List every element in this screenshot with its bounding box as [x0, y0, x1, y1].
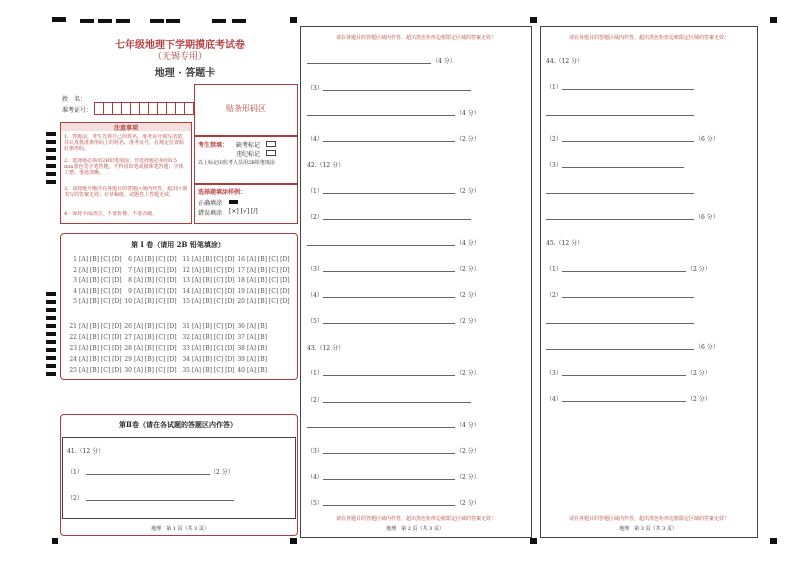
- score-label: （2 分）: [687, 266, 711, 273]
- choice-bubbles[interactable]: [A] [B] [C] [D]: [79, 256, 122, 263]
- answer-line[interactable]: [323, 375, 455, 376]
- choice-row[interactable]: [68, 367, 122, 374]
- choice-row[interactable]: [236, 256, 290, 263]
- sub-question-label: （3）: [307, 266, 323, 273]
- timing-mark: [290, 538, 297, 544]
- answer-line[interactable]: [307, 115, 455, 116]
- choice-bubbles[interactable]: [A] [B] [C] [D]: [192, 345, 235, 352]
- sub-question-label: （3）: [307, 85, 323, 92]
- question-number: 20: [237, 298, 245, 305]
- timing-mark: [212, 19, 226, 23]
- score-label: （2 分）: [456, 292, 480, 299]
- choice-bubbles[interactable]: [A] [B]: [247, 356, 268, 363]
- answer-line[interactable]: [562, 401, 686, 402]
- answer-frame-3: [540, 26, 758, 538]
- choice-bubbles[interactable]: [A] [B] [C] [D]: [134, 334, 177, 341]
- question-header: 44.（12 分）: [546, 58, 584, 65]
- choice-row[interactable]: [181, 345, 235, 352]
- id-label: 准考证号：: [62, 107, 93, 114]
- choice-row[interactable]: [236, 356, 267, 363]
- answer-line[interactable]: [562, 167, 684, 168]
- sub-question-label: （4）: [307, 292, 323, 299]
- answer-line[interactable]: [323, 453, 455, 454]
- choice-bubbles[interactable]: [A] [B] [C] [D]: [79, 287, 122, 295]
- answer-line[interactable]: [323, 141, 455, 142]
- question-number: 2: [73, 266, 77, 274]
- choice-row[interactable]: [181, 334, 235, 341]
- question-number: 18: [237, 277, 245, 284]
- name-label: 姓 名：: [62, 96, 87, 103]
- choice-bubbles[interactable]: [A] [B] [C] [D]: [192, 367, 235, 374]
- choice-row[interactable]: [68, 356, 122, 363]
- score-label: （2 分）: [456, 266, 480, 273]
- sub-question-label: （3）: [546, 370, 562, 377]
- answer-line[interactable]: [546, 349, 694, 350]
- timing-mark: [290, 17, 297, 23]
- choice-row[interactable]: [68, 256, 122, 263]
- sub-question-label: （1）: [546, 266, 562, 273]
- choice-row[interactable]: [123, 356, 177, 363]
- answer-line[interactable]: [562, 89, 694, 90]
- sub-question-label: （1）: [307, 188, 323, 195]
- warning-bottom-3: 请在各题目的答题区域内作答，超出黑色矩形边框限定区域的答案无效！: [568, 516, 729, 522]
- sub-question-label: （3）: [307, 448, 323, 455]
- timing-mark: [46, 364, 56, 368]
- answer-line[interactable]: [323, 297, 455, 298]
- warning-top-3: 请在各题目的答题区域内作答，超出黑色矩形边框限定区域的答案无效！: [568, 35, 729, 41]
- choice-bubbles[interactable]: [A] [B] [C] [D]: [247, 277, 290, 284]
- choice-row[interactable]: [236, 277, 290, 284]
- choice-row[interactable]: [123, 323, 177, 330]
- notes-item: 3．请按题号顺序在各题目的答题区域内作答，超出区域书写的答案无效；在草稿纸、试题卷上答题无效。: [64, 186, 188, 198]
- timing-mark: [166, 19, 180, 23]
- answer-line[interactable]: [323, 479, 455, 480]
- answer-line[interactable]: [323, 271, 455, 272]
- choice-row[interactable]: [68, 288, 122, 295]
- answer-line[interactable]: [307, 63, 431, 64]
- choice-row[interactable]: [236, 345, 267, 352]
- answer-line[interactable]: [562, 141, 694, 142]
- answer-line[interactable]: [323, 193, 455, 194]
- question-number: 32: [182, 334, 190, 341]
- question-number: 29: [124, 356, 132, 363]
- sub-question-label: （1）: [546, 84, 562, 91]
- answer-line[interactable]: [546, 219, 694, 220]
- score-label: （4 分）: [456, 422, 480, 429]
- score-label: （2 分）: [456, 370, 480, 377]
- choice-bubbles[interactable]: [A] [B] [C] [D]: [192, 256, 235, 263]
- choice-bubbles[interactable]: [A] [B] [C] [D]: [134, 345, 177, 352]
- choice-row[interactable]: [123, 288, 177, 295]
- answer-line[interactable]: [562, 271, 686, 272]
- choice-bubbles[interactable]: [A] [B] [C] [D]: [192, 277, 235, 284]
- exam-subtitle: （无锡专用）: [152, 52, 207, 62]
- answer-line[interactable]: [307, 427, 455, 428]
- answer-line[interactable]: [323, 505, 455, 506]
- timing-mark: [46, 372, 56, 376]
- choice-bubbles[interactable]: [A] [B] [C] [D]: [134, 287, 177, 295]
- timing-mark: [116, 19, 130, 23]
- choice-row[interactable]: [181, 323, 235, 330]
- q41-1-label: （1）: [67, 469, 83, 476]
- timing-mark: [46, 172, 56, 176]
- question-number: 7: [128, 266, 132, 274]
- question-number: 17: [237, 266, 245, 274]
- question-number: 15: [182, 298, 190, 305]
- timing-mark: [46, 292, 56, 296]
- answer-line[interactable]: [562, 375, 686, 376]
- score-label: （4 分）: [432, 58, 456, 65]
- choice-bubbles[interactable]: [A] [B] [C] [D]: [192, 356, 235, 363]
- question-number: 39: [237, 356, 245, 363]
- question-number: 28: [124, 345, 132, 352]
- choice-row[interactable]: [236, 288, 290, 295]
- timing-mark: [46, 324, 56, 328]
- question-number: 30: [124, 367, 132, 374]
- timing-mark: [46, 332, 56, 336]
- page-footer: 地理 第 1 页（共 3 页）: [151, 526, 209, 532]
- question-number: 22: [69, 334, 77, 341]
- sub-question-label: （4）: [307, 136, 323, 143]
- question-number: 13: [182, 277, 190, 284]
- part2-title: 第Ⅱ卷（请在各试题的答题区内作答）: [119, 420, 237, 429]
- score-label: （2 分）: [456, 188, 480, 195]
- question-number: 5: [73, 298, 77, 305]
- question-number: 25: [69, 367, 77, 374]
- question-number: 12: [182, 266, 190, 274]
- score-label: （2 分）: [456, 318, 480, 325]
- violation-checkbox[interactable]: [266, 150, 276, 156]
- warning-top-2: 请在各题目的答题区域内作答，超出黑色矩形边框限定区域的答案无效！: [335, 35, 496, 41]
- choice-bubbles[interactable]: [A] [B] [C] [D]: [134, 367, 177, 374]
- question-number: 19: [237, 287, 245, 295]
- choice-bubbles[interactable]: [A] [B]: [247, 334, 268, 341]
- choice-row[interactable]: [123, 298, 177, 305]
- question-number: 33: [182, 345, 190, 352]
- question-header: 45.（12 分）: [546, 240, 584, 247]
- timing-mark: [46, 180, 56, 184]
- answer-line[interactable]: [323, 90, 471, 91]
- answer-frame-2: [300, 26, 532, 538]
- wrong-fill-label: 错误填涂: [198, 210, 223, 217]
- choice-bubbles[interactable]: [A] [B] [C] [D]: [247, 256, 290, 263]
- choice-bubbles[interactable]: [A] [B]: [247, 323, 268, 330]
- score-label: （2 分）: [456, 474, 480, 481]
- question-number: 1: [73, 256, 77, 263]
- sub-question-label: （2）: [546, 136, 562, 143]
- forbidden-title: 考生禁填：: [198, 142, 229, 149]
- answer-card-title: 地理 · 答题卡: [154, 68, 216, 79]
- choice-row[interactable]: [68, 345, 122, 352]
- score-label: （2 分）: [456, 500, 480, 507]
- timing-mark: [46, 164, 56, 168]
- question-number: 10: [124, 298, 132, 305]
- choice-row[interactable]: [123, 345, 177, 352]
- choice-row[interactable]: [68, 277, 122, 284]
- choice-bubbles[interactable]: [A] [B] [C] [D]: [134, 256, 177, 263]
- timing-mark: [46, 316, 56, 320]
- sub-question-label: （1）: [307, 370, 323, 377]
- question-number: 4: [73, 287, 77, 295]
- choice-row[interactable]: [68, 298, 122, 305]
- choice-bubbles[interactable]: [A] [B] [C] [D]: [134, 356, 177, 363]
- sub-question-label: （4）: [307, 474, 323, 481]
- answer-line[interactable]: [323, 402, 471, 403]
- sub-question-label: （5）: [307, 318, 323, 325]
- notes-item: 1．答题前，考生先将自己的姓名，准考证号填写清楚，并认真核准条形码上的姓名、准考证号，在规定位置贴好条形码。: [64, 134, 188, 152]
- question-number: 3: [73, 277, 77, 284]
- question-number: 36: [237, 323, 245, 330]
- choice-bubbles[interactable]: [A] [B] [C] [D]: [79, 323, 122, 330]
- choice-bubbles[interactable]: [A] [B] [C] [D]: [79, 345, 122, 352]
- page-footer: 地理 第 2 页（共 3 页）: [386, 526, 444, 532]
- question-number: 31: [182, 323, 190, 330]
- forbidden-note: 以上标记由监考人员用2B铅笔填涂: [198, 160, 275, 166]
- choice-bubbles[interactable]: [A] [B] [C] [D]: [134, 298, 177, 305]
- question-number: 24: [69, 356, 77, 363]
- answer-line[interactable]: [307, 245, 455, 246]
- q41-2-label: （2）: [67, 495, 83, 502]
- choice-row[interactable]: [181, 267, 235, 274]
- question-number: 23: [69, 345, 77, 352]
- choice-bubbles[interactable]: [A] [B] [C] [D]: [247, 287, 290, 295]
- answer-line[interactable]: [86, 474, 210, 475]
- question-number: 16: [237, 256, 245, 263]
- choice-row[interactable]: [236, 298, 290, 305]
- barcode-label: 贴条形码区: [226, 104, 266, 113]
- absent-checkbox[interactable]: [266, 141, 276, 147]
- question-number: 8: [128, 277, 132, 284]
- question-number: 11: [182, 256, 190, 263]
- choice-row[interactable]: [68, 334, 122, 341]
- part1-title: 第 Ⅰ 卷（请用 2B 铅笔填涂）: [131, 240, 225, 249]
- timing-mark: [150, 19, 164, 23]
- timing-mark: [46, 340, 56, 344]
- exam-title: 七年级地理下学期摸底考试卷: [115, 40, 245, 51]
- answer-line[interactable]: [546, 193, 694, 194]
- sub-question-label: （5）: [307, 500, 323, 507]
- choice-row[interactable]: [123, 334, 177, 341]
- score-label: （2 分）: [687, 370, 711, 377]
- score-label: （4 分）: [456, 240, 480, 247]
- answer-line[interactable]: [562, 297, 694, 298]
- score-label: （4 分）: [456, 110, 480, 117]
- choice-row[interactable]: [236, 323, 267, 330]
- choice-row[interactable]: [181, 288, 235, 295]
- violation-label: 违纪标记: [236, 151, 261, 158]
- choice-row[interactable]: [123, 367, 177, 374]
- warning-bottom-2: 请在各题目的答题区域内作答，超出黑色矩形边框限定区域的答案无效！: [335, 516, 496, 522]
- score-label: （2 分）: [456, 136, 480, 143]
- question-header: 42.（12 分）: [307, 162, 345, 169]
- notes-title: 注意事项: [113, 125, 138, 132]
- page-footer: 地理 第 3 页（共 3 页）: [619, 526, 677, 532]
- choice-bubbles[interactable]: [A] [B] [C] [D]: [192, 334, 235, 341]
- choice-bubbles[interactable]: [A] [B] [C] [D]: [79, 298, 122, 305]
- wrong-fill-marks: [×] [√] [/]: [229, 208, 258, 215]
- question-number: 37: [237, 334, 245, 341]
- timing-mark: [770, 17, 777, 23]
- answer-line[interactable]: [323, 219, 471, 220]
- answer-line[interactable]: [546, 323, 694, 324]
- timing-mark: [530, 538, 537, 544]
- question-number: 27: [124, 334, 132, 341]
- choice-bubbles[interactable]: [A] [B] [C] [D]: [79, 334, 122, 341]
- score-label: （2 分）: [687, 396, 711, 403]
- choice-row[interactable]: [181, 298, 235, 305]
- choice-bubbles[interactable]: [A] [B] [C] [D]: [192, 323, 235, 330]
- choice-row[interactable]: [181, 367, 235, 374]
- sub-question-label: （2）: [307, 397, 323, 404]
- question-number: 14: [182, 287, 190, 295]
- score-label: （2 分）: [456, 448, 480, 455]
- timing-mark: [46, 156, 56, 160]
- timing-mark: [98, 19, 112, 23]
- choice-row[interactable]: [123, 277, 177, 284]
- timing-mark: [46, 148, 56, 152]
- timing-mark: [46, 140, 56, 144]
- timing-mark: [770, 538, 777, 544]
- choice-row[interactable]: [236, 367, 267, 374]
- sub-question-label: （2）: [546, 292, 562, 299]
- sub-question-label: （2）: [307, 214, 323, 221]
- timing-mark: [46, 300, 56, 304]
- timing-mark: [530, 17, 537, 23]
- timing-mark: [80, 19, 94, 23]
- notes-item: 4．保持卡面清洁，不要折叠、不要弄破。: [64, 211, 158, 217]
- score-label: （6 分）: [695, 214, 719, 221]
- fill-example-title: 选择题填涂样例：: [198, 189, 247, 196]
- question-number: 21: [69, 323, 77, 330]
- choice-bubbles[interactable]: [A] [B]: [247, 345, 268, 352]
- choice-row[interactable]: [236, 267, 290, 274]
- choice-bubbles[interactable]: [A] [B] [C] [D]: [134, 266, 177, 274]
- timing-mark: [232, 19, 246, 23]
- choice-bubbles[interactable]: [A] [B] [C] [D]: [79, 266, 122, 274]
- question-number: 9: [128, 287, 132, 295]
- choice-row[interactable]: [68, 323, 122, 330]
- question-number: 35: [182, 367, 190, 374]
- answer-line[interactable]: [86, 500, 234, 501]
- sub-question-label: （3）: [546, 162, 562, 169]
- sub-question-label: （4）: [546, 396, 562, 403]
- correct-fill-label: 正确填涂: [198, 200, 223, 207]
- choice-bubbles[interactable]: [A] [B] [C] [D]: [79, 367, 122, 374]
- notes-item: 2．选择题必须用2B铅笔填涂；非选择题必须用0.5 mm黑色签字笔答题，不得用铅笔或圆珠笔答题；字体工整、笔迹清晰。: [64, 158, 184, 176]
- choice-row[interactable]: [123, 256, 177, 263]
- choice-row[interactable]: [123, 267, 177, 274]
- choice-bubbles[interactable]: [A] [B] [C] [D]: [192, 287, 235, 295]
- choice-row[interactable]: [236, 334, 267, 341]
- choice-row[interactable]: [181, 277, 235, 284]
- choice-bubbles[interactable]: [A] [B] [C] [D]: [247, 298, 290, 305]
- question-number: 40: [237, 367, 245, 374]
- question-number: 26: [124, 323, 132, 330]
- q41-1-score: （2 分）: [210, 469, 234, 476]
- timing-mark: [46, 356, 56, 360]
- question-number: 6: [128, 256, 132, 263]
- choice-bubbles[interactable]: [A] [B] [C] [D]: [134, 323, 177, 330]
- choice-bubbles[interactable]: [A] [B]: [247, 367, 268, 374]
- timing-mark: [46, 308, 56, 312]
- timing-mark: [52, 17, 66, 22]
- choice-bubbles[interactable]: [A] [B] [C] [D]: [79, 356, 122, 363]
- score-label: （6 分）: [695, 136, 719, 143]
- question-number: 34: [182, 356, 190, 363]
- question-number: 38: [237, 345, 245, 352]
- timing-mark: [46, 132, 56, 136]
- q41-label: 41.（12 分）: [67, 448, 105, 455]
- choice-row[interactable]: [181, 356, 235, 363]
- id-grid[interactable]: [94, 102, 193, 121]
- absent-label: 缺考标记: [236, 142, 261, 149]
- choice-bubbles[interactable]: [A] [B] [C] [D]: [247, 266, 290, 274]
- choice-bubbles[interactable]: [A] [B] [C] [D]: [134, 277, 177, 284]
- timing-mark: [52, 538, 58, 544]
- answer-line[interactable]: [323, 323, 455, 324]
- answer-line[interactable]: [546, 115, 694, 116]
- question-header: 43.（12 分）: [307, 345, 345, 352]
- choice-row[interactable]: [181, 256, 235, 263]
- choice-bubbles[interactable]: [A] [B] [C] [D]: [79, 277, 122, 284]
- choice-bubbles[interactable]: [A] [B] [C] [D]: [192, 298, 235, 305]
- choice-row[interactable]: [68, 267, 122, 274]
- timing-mark: [46, 348, 56, 352]
- score-label: （6 分）: [695, 344, 719, 351]
- correct-fill-mark: [229, 200, 238, 204]
- choice-bubbles[interactable]: [A] [B] [C] [D]: [192, 266, 235, 274]
